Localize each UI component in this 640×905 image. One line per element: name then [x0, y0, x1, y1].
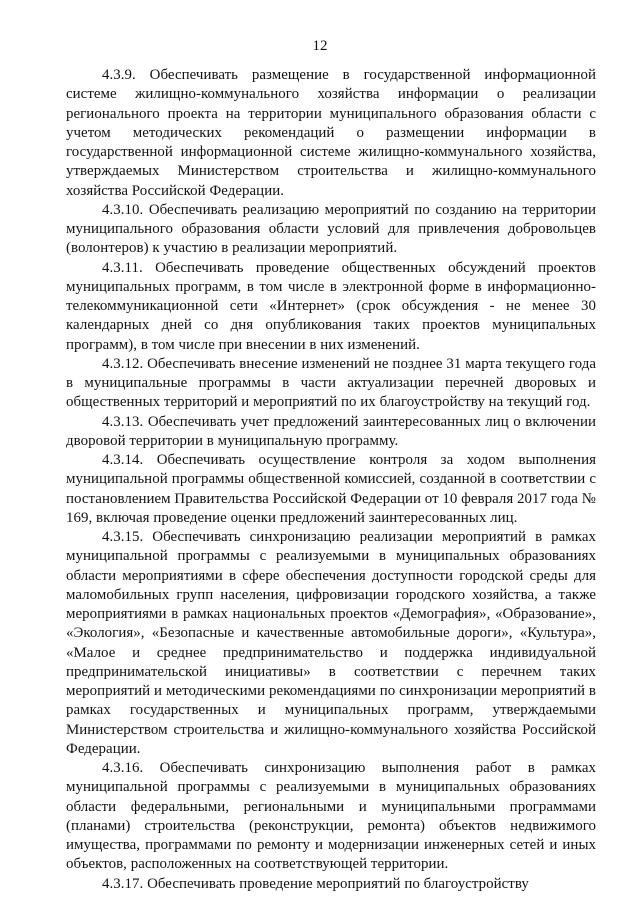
paragraph-4-3-13: 4.3.13. Обеспечивать учет предложений заинтересованных лиц о включении дворовой территории в муниципальную программу. [66, 413, 596, 449]
paragraph-4-3-12: 4.3.12. Обеспечивать внесение изменений не позднее 31 марта текущего года в муниципальные программы в части актуализации перечней дворовых и общественных территорий и мероприятий по их благоустройству на текущий год. [66, 355, 596, 411]
paragraph-4-3-9: 4.3.9. Обеспечивать размещение в государственной информационной системе жилищно-коммунального хозяйства информации о реализации регионального проекта на территории муниципального образования области с учетом методических рекомендаций о размещении информации в государственной информационной системе жилищно-коммунального хозяйства, утверждаемых Министерством строительства и жилищно-коммунального хозяйства Российской Федерации. [66, 67, 596, 199]
paragraph-4-3-14: 4.3.14. Обеспечивать осуществление контроля за ходом выполнения муниципальной программы общественной комиссией, созданной в соответствии с постановлением Правительства Российской Федерации от 10 февраля 2017 года № 169, включая проведение оценки предложений заинтересованных лиц. [66, 452, 596, 526]
paragraph-4-3-10: 4.3.10. Обеспечивать реализацию мероприятий по созданию на территории муниципального образования области условий для привлечения добровольцев (волонтеров) к участию в реализации мероприятий. [66, 201, 596, 257]
paragraph-4-3-11: 4.3.11. Обеспечивать проведение общественных обсуждений проектов муниципальных программ, в том числе в электронной форме в информационно-телекоммуникационной сети «Интернет» (срок обсуждения - не менее 30 календарных дней со дня опубликования таких проектов муниципальных программ), в том числе при внесении в них изменений. [66, 259, 596, 353]
document-body [66, 66, 596, 894]
paragraph-4-3-16: 4.3.16. Обеспечивать синхронизацию выполнения работ в рамках муниципальной программы с реализуемыми в муниципальных образованиях области федеральными, региональными и муниципальными программами (планами) строительства (реконструкции, ремонта) объектов недвижимого имущества, программами по ремонту и модернизации инженерных сетей и иных объектов, расположенных на соответствующей территории. [66, 760, 596, 873]
paragraph-4-3-17: 4.3.17. Обеспечивать проведение мероприятий по благоустройству [102, 875, 529, 892]
page-number: 12 [312, 38, 328, 54]
paragraph-4-3-15: 4.3.15. Обеспечивать синхронизацию реализации мероприятий в рамках муниципальной программы с реализуемыми в муниципальных образованиях области мероприятиями в сфере обеспечения доступности городской среды для маломобильных групп населения, цифровизации городского хозяйства, а также мероприятиями в рамках национальных проектов «Демография», «Образование», «Экология», «Безопасные и качественные автомобильные дороги», «Культура», «Малое и среднее предпринимательство и поддержка индивидуальной предпринимательской инициативы» в соответствии с перечнем таких мероприятий и методическими рекомендациями по синхронизации мероприятий в рамках государственных и муниципальных программ, утверждаемыми Министерством строительства и жилищно-коммунального хозяйства Российской Федерации. [66, 529, 596, 757]
